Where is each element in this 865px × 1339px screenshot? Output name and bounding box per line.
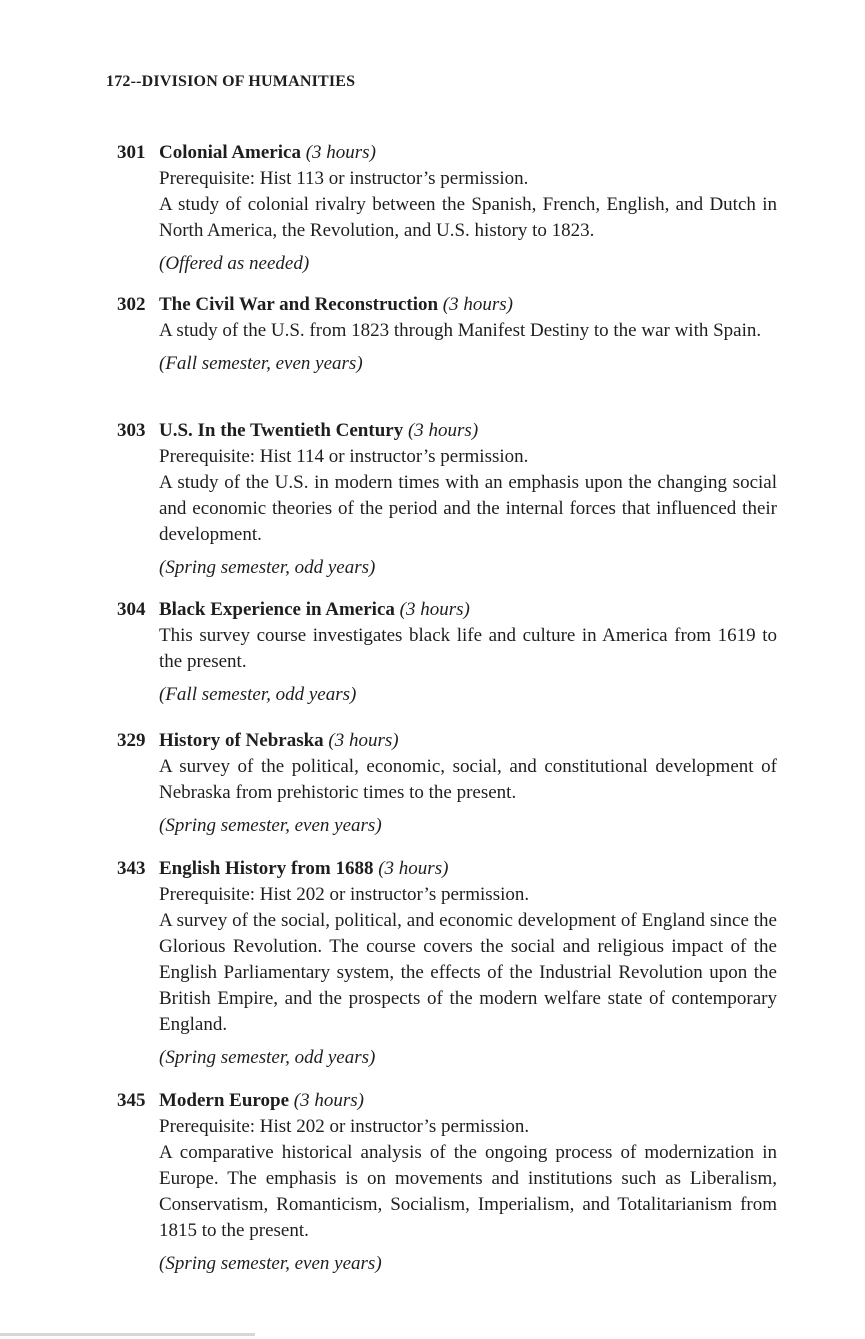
- course-heading: [117, 1088, 787, 1114]
- course-offered: (Fall semester, odd years): [159, 684, 357, 705]
- scan-edge-divider: [0, 1333, 255, 1336]
- course-hours: (3 hours): [305, 142, 376, 163]
- course-body: [159, 1114, 777, 1277]
- course-prerequisite: Prerequisite: Hist 114 or instructor’s permission.: [159, 446, 529, 467]
- course-offered: (Fall semester, even years): [159, 353, 363, 374]
- course-heading: [117, 292, 787, 318]
- course-number: 303: [117, 420, 146, 441]
- course-description: A study of the U.S. in modern times with an emphasis upon the changing social and economic theories of the period and the internal forces that influenced their development.: [159, 472, 777, 545]
- course-title: History of Nebraska: [159, 730, 324, 751]
- course-title: U.S. In the Twentieth Century: [159, 420, 404, 441]
- course-heading: [117, 597, 787, 623]
- course-number: 343: [117, 858, 146, 879]
- course-number: 329: [117, 730, 146, 751]
- course-entry-301: [117, 140, 787, 277]
- course-description: A study of colonial rivalry between the Spanish, French, English, and Dutch in North America, the Revolution, and U.S. history to 1823.: [159, 194, 777, 241]
- course-hours: (3 hours): [328, 730, 399, 751]
- course-prerequisite: Prerequisite: Hist 113 or instructor’s permission.: [159, 168, 529, 189]
- course-prerequisite: Prerequisite: Hist 202 or instructor’s permission.: [159, 884, 530, 905]
- course-body: [159, 444, 777, 581]
- course-prerequisite: Prerequisite: Hist 202 or instructor’s permission.: [159, 1116, 530, 1137]
- course-description: A comparative historical analysis of the ongoing process of modernization in Europe. The emphasis is on movements and institutions such as Liberalism, Conservatism, Romanticism, Socialism, Imperialism, and Totalitarianism from 1815 to the present.: [159, 1142, 777, 1241]
- course-entry-303: [117, 418, 787, 581]
- course-body: [159, 623, 777, 708]
- course-title: English History from 1688: [159, 858, 374, 879]
- course-number: 345: [117, 1090, 146, 1111]
- course-entry-302: [117, 292, 787, 377]
- course-offered: (Spring semester, odd years): [159, 557, 376, 578]
- course-hours: (3 hours): [293, 1090, 364, 1111]
- course-offered: (Spring semester, even years): [159, 1253, 382, 1274]
- course-number: 304: [117, 599, 146, 620]
- course-entry-304: [117, 597, 787, 708]
- course-description: A survey of the political, economic, social, and constitutional development of Nebraska from prehistoric times to the present.: [159, 756, 777, 803]
- course-hours: (3 hours): [442, 294, 513, 315]
- running-head: 172--DIVISION OF HUMANITIES: [106, 73, 356, 90]
- course-heading: [117, 418, 787, 444]
- course-description: A study of the U.S. from 1823 through Manifest Destiny to the war with Spain.: [159, 320, 762, 341]
- course-number: 301: [117, 142, 146, 163]
- course-title: Colonial America: [159, 142, 301, 163]
- course-body: [159, 882, 777, 1071]
- course-body: [159, 754, 777, 839]
- course-hours: (3 hours): [378, 858, 449, 879]
- course-hours: (3 hours): [399, 599, 470, 620]
- course-number: 302: [117, 294, 146, 315]
- course-body: [159, 318, 777, 377]
- course-title: Modern Europe: [159, 1090, 290, 1111]
- course-hours: (3 hours): [407, 420, 479, 441]
- course-title: Black Experience in America: [159, 599, 395, 620]
- course-offered: (Spring semester, even years): [159, 815, 382, 836]
- course-entry-343: [117, 856, 787, 1071]
- course-description: This survey course investigates black life and culture in America from 1619 to the present.: [159, 625, 777, 672]
- course-heading: [117, 728, 787, 754]
- course-body: [159, 166, 777, 277]
- course-entry-345: [117, 1088, 787, 1277]
- course-description: A survey of the social, political, and economic development of England since the Glorious Revolution. The course covers the social and religious impact of the English Parliamentary system, the effects of the Industrial Revolution upon the British Empire, and the prospects of the modern welfare state of contemporary England.: [159, 910, 777, 1035]
- course-offered: (Spring semester, odd years): [159, 1047, 376, 1068]
- course-heading: [117, 140, 787, 166]
- course-entry-329: [117, 728, 787, 839]
- course-offered: (Offered as needed): [159, 253, 310, 274]
- course-heading: [117, 856, 787, 882]
- course-title: The Civil War and Reconstruction: [159, 294, 439, 315]
